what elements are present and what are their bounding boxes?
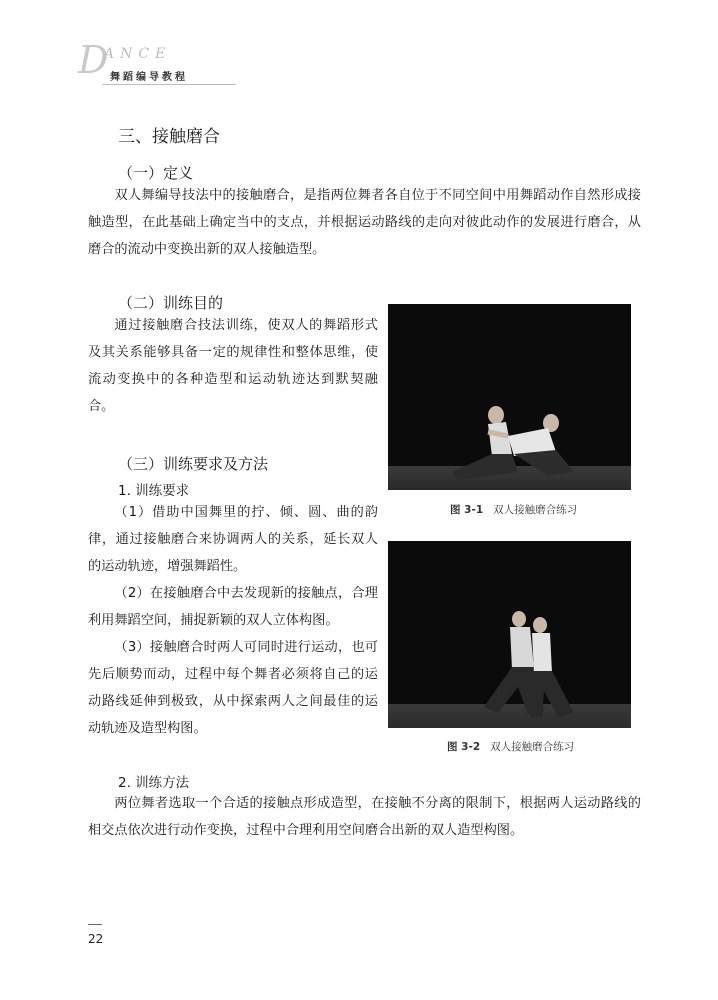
figure-caption-text-1: 双人接触磨合练习 [493,504,578,516]
paragraph-methods: 两位舞者选取一个合适的接触点形成造型，在接触不分离的限制下，根据两人运动路线的相交点依次进行动作变换，过程中合理利用空间磨合出新的双人造型构图。 [88,796,641,838]
page-number: 22 [88,932,104,946]
logo-letter-d: D [78,38,109,82]
heading-requirements: 1. 训练要求 [118,483,190,499]
heading-methods: 2. 训练方法 [118,775,190,791]
heading-requirements-methods: （三）训练要求及方法 [118,455,269,473]
footer-divider [88,924,102,925]
section-title: 三、接触磨合 [118,127,220,147]
book-title: 舞蹈编导教程 [110,72,188,83]
list-item-requirement-3: （3）接触磨合时两人可同时进行运动，也可先后顺势而动，过程中每个舞者必须将自己的运动路线延伸到极致，从中探索两人之间最佳的运动轨迹及造型构图。 [88,640,378,736]
dancers-silhouette-2 [388,541,631,728]
figure-photo-2 [388,541,631,728]
heading-definition: （一）定义 [118,164,194,182]
paragraph-training-goal: 通过接触磨合技法训练，使双人的舞蹈形式及其关系能够具备一定的规律性和整体思维，使流动变换中的各种造型和运动轨迹达到默契融合。 [88,318,378,414]
heading-training-goal: （二）训练目的 [118,294,224,312]
figure-photo-1 [388,304,631,490]
figure-caption-2 [447,739,574,754]
running-header [78,38,236,88]
paragraph-definition: 双人舞编导技法中的接触磨合，是指两位舞者各自位于不同空间中用舞蹈动作自然形成接触造型，在此基础上确定当中的支点，并根据运动路线的走向对彼此动作的发展进行磨合，从磨合的流动中变换出新的双人接触造型。 [88,188,641,257]
list-item-requirement-2: （2）在接触磨合中去发现新的接触点，合理利用舞蹈空间，捕捉新颖的双人立体构图。 [88,586,378,628]
logo-letters: ANCE [104,46,172,62]
figure-number-2: 图 3-2 [447,741,481,753]
figure-number-1: 图 3-1 [450,504,484,516]
figure-caption-text-2: 双人接触磨合练习 [490,741,575,753]
dancers-silhouette-1 [388,304,631,490]
list-item-requirement-1: （1）借助中国舞里的拧、倾、圆、曲的韵律，通过接触磨合来协调两人的关系，延长双人的运动轨迹，增强舞蹈性。 [88,505,378,574]
header-divider [102,84,236,85]
figure-caption-1 [450,502,577,517]
